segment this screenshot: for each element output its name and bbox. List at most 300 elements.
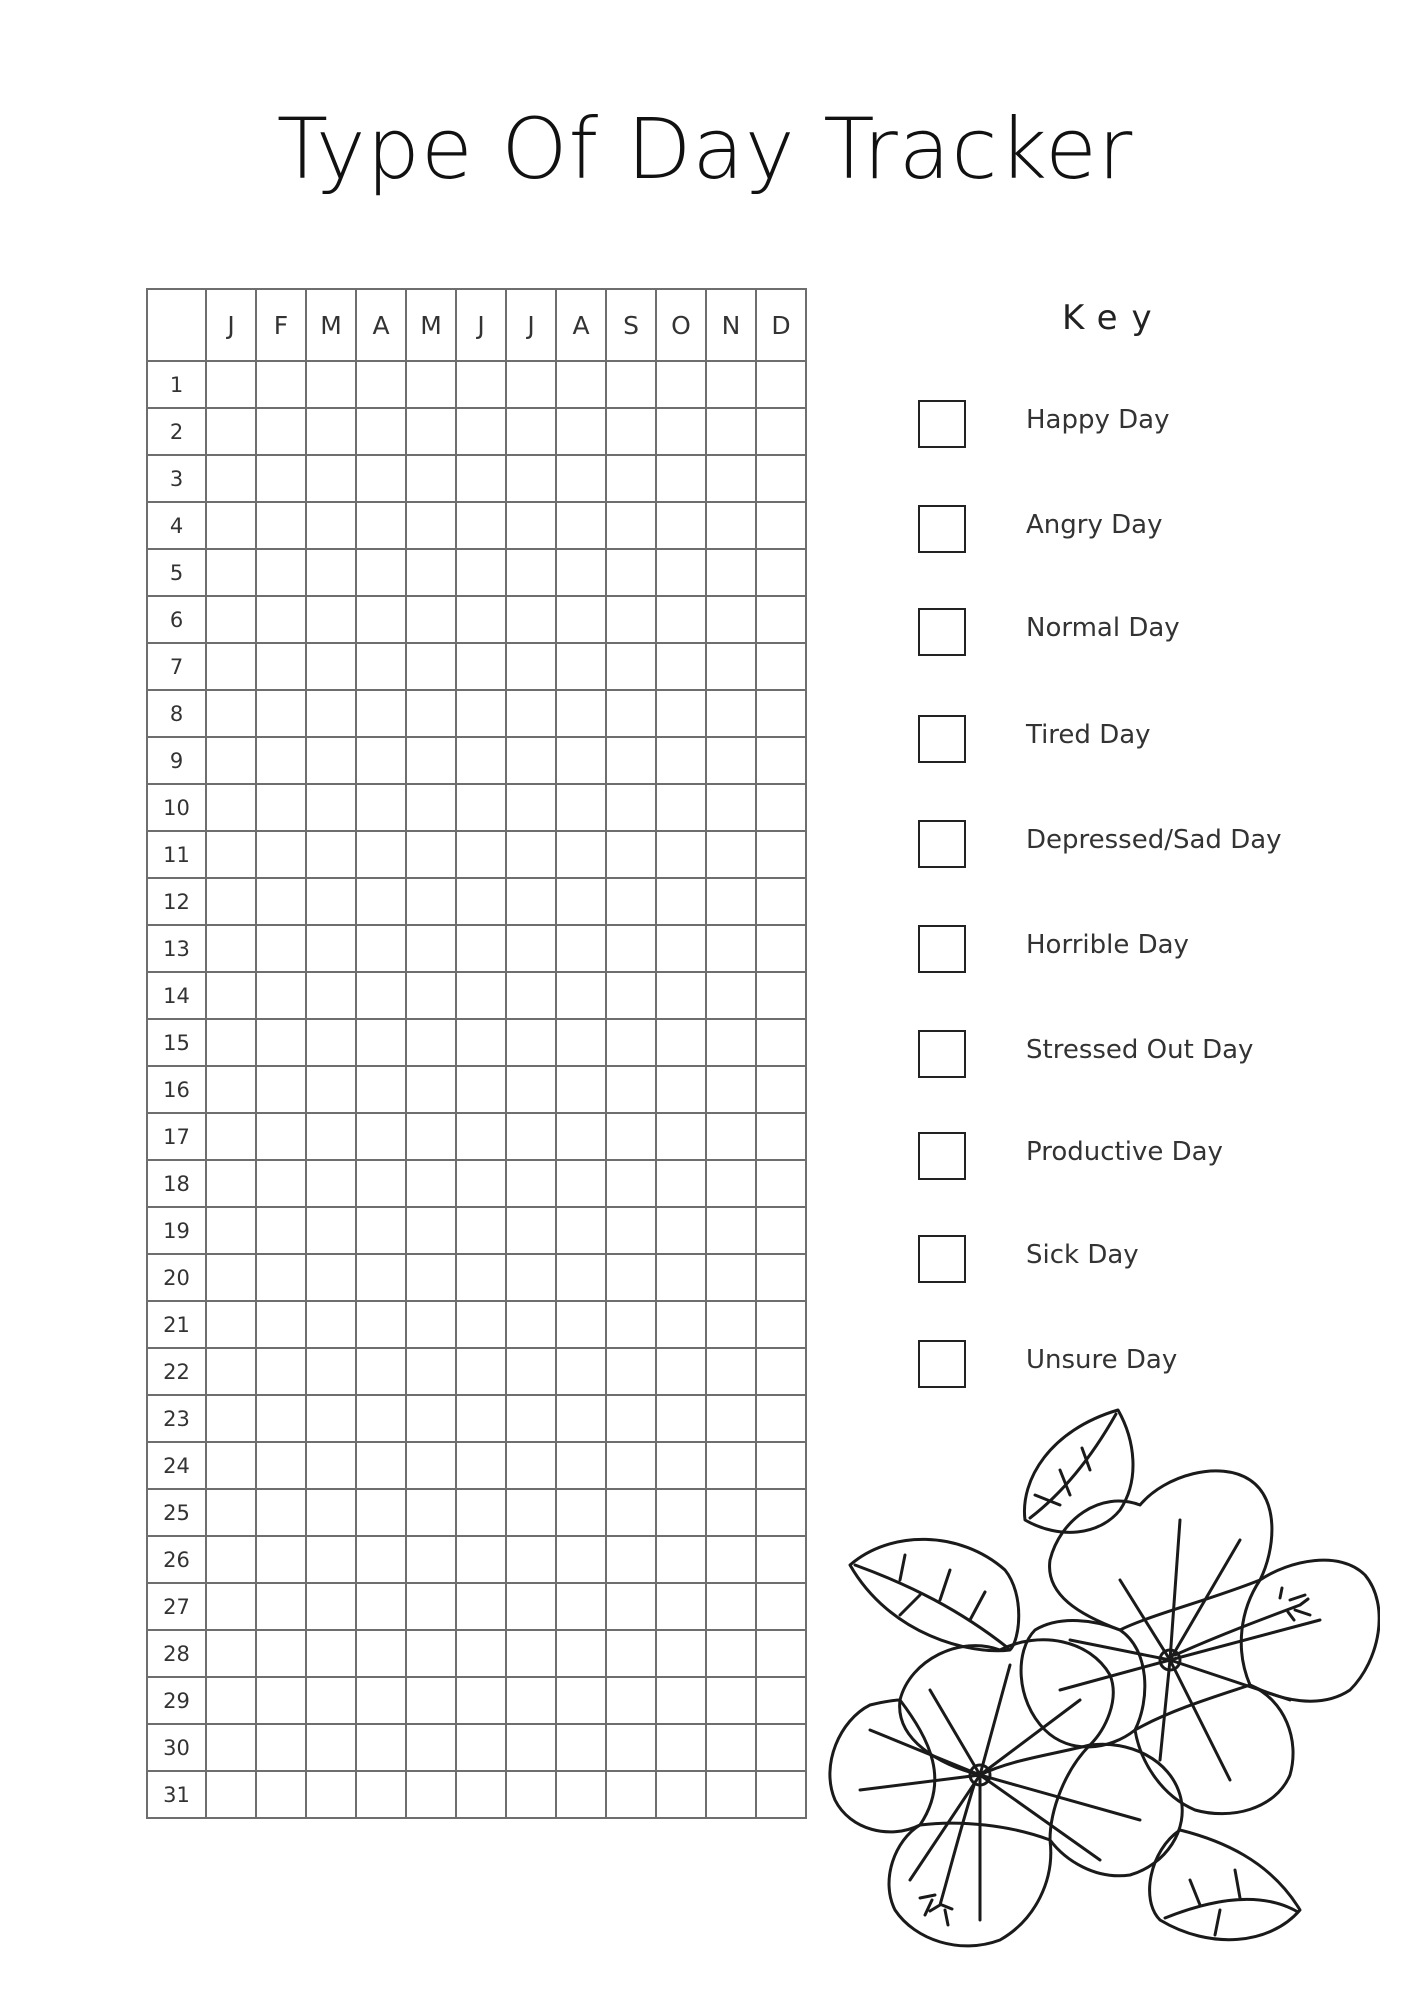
tracker-cell[interactable]	[556, 1724, 606, 1771]
tracker-cell[interactable]	[656, 1583, 706, 1630]
tracker-cell[interactable]	[406, 784, 456, 831]
tracker-cell[interactable]	[556, 1771, 606, 1818]
tracker-cell[interactable]	[306, 831, 356, 878]
tracker-cell[interactable]	[456, 1254, 506, 1301]
tracker-cell[interactable]	[706, 784, 756, 831]
tracker-cell[interactable]	[206, 549, 256, 596]
tracker-cell[interactable]	[656, 361, 706, 408]
key-checkbox[interactable]	[918, 1340, 966, 1388]
tracker-cell[interactable]	[306, 1771, 356, 1818]
tracker-cell[interactable]	[356, 361, 406, 408]
tracker-cell[interactable]	[756, 1019, 806, 1066]
tracker-cell[interactable]	[756, 1395, 806, 1442]
tracker-cell[interactable]	[306, 878, 356, 925]
tracker-cell[interactable]	[556, 1536, 606, 1583]
tracker-cell[interactable]	[706, 1160, 756, 1207]
tracker-cell[interactable]	[306, 925, 356, 972]
tracker-cell[interactable]	[256, 1677, 306, 1724]
tracker-cell[interactable]	[206, 1019, 256, 1066]
tracker-cell[interactable]	[356, 1489, 406, 1536]
tracker-cell[interactable]	[206, 878, 256, 925]
tracker-cell[interactable]	[756, 455, 806, 502]
tracker-cell[interactable]	[506, 1771, 556, 1818]
tracker-cell[interactable]	[656, 1113, 706, 1160]
tracker-cell[interactable]	[606, 549, 656, 596]
tracker-cell[interactable]	[456, 455, 506, 502]
tracker-cell[interactable]	[206, 643, 256, 690]
tracker-cell[interactable]	[306, 549, 356, 596]
tracker-cell[interactable]	[206, 1771, 256, 1818]
tracker-cell[interactable]	[606, 1442, 656, 1489]
tracker-cell[interactable]	[706, 1113, 756, 1160]
tracker-cell[interactable]	[606, 972, 656, 1019]
tracker-cell[interactable]	[206, 1677, 256, 1724]
tracker-cell[interactable]	[406, 1301, 456, 1348]
tracker-cell[interactable]	[256, 1160, 306, 1207]
tracker-cell[interactable]	[506, 455, 556, 502]
tracker-cell[interactable]	[256, 455, 306, 502]
tracker-cell[interactable]	[556, 596, 606, 643]
tracker-cell[interactable]	[256, 784, 306, 831]
tracker-cell[interactable]	[556, 831, 606, 878]
tracker-cell[interactable]	[706, 831, 756, 878]
tracker-cell[interactable]	[506, 1066, 556, 1113]
tracker-cell[interactable]	[206, 1301, 256, 1348]
tracker-cell[interactable]	[556, 643, 606, 690]
tracker-cell[interactable]	[356, 925, 406, 972]
tracker-cell[interactable]	[406, 643, 456, 690]
tracker-cell[interactable]	[656, 1160, 706, 1207]
tracker-cell[interactable]	[456, 784, 506, 831]
tracker-cell[interactable]	[706, 972, 756, 1019]
tracker-cell[interactable]	[206, 408, 256, 455]
tracker-cell[interactable]	[556, 1489, 606, 1536]
tracker-cell[interactable]	[756, 1348, 806, 1395]
tracker-cell[interactable]	[506, 1207, 556, 1254]
tracker-cell[interactable]	[306, 1019, 356, 1066]
tracker-cell[interactable]	[206, 361, 256, 408]
tracker-cell[interactable]	[756, 1724, 806, 1771]
tracker-cell[interactable]	[406, 1771, 456, 1818]
tracker-cell[interactable]	[256, 549, 306, 596]
tracker-cell[interactable]	[706, 408, 756, 455]
tracker-cell[interactable]	[356, 502, 406, 549]
tracker-cell[interactable]	[256, 1113, 306, 1160]
key-checkbox[interactable]	[918, 1132, 966, 1180]
tracker-cell[interactable]	[606, 690, 656, 737]
tracker-cell[interactable]	[656, 549, 706, 596]
tracker-cell[interactable]	[256, 408, 306, 455]
tracker-cell[interactable]	[606, 455, 656, 502]
tracker-cell[interactable]	[706, 878, 756, 925]
tracker-cell[interactable]	[756, 502, 806, 549]
tracker-cell[interactable]	[406, 549, 456, 596]
tracker-cell[interactable]	[556, 1395, 606, 1442]
tracker-cell[interactable]	[656, 643, 706, 690]
tracker-cell[interactable]	[306, 1583, 356, 1630]
tracker-cell[interactable]	[356, 549, 406, 596]
tracker-cell[interactable]	[456, 1348, 506, 1395]
tracker-cell[interactable]	[256, 1066, 306, 1113]
tracker-cell[interactable]	[406, 1066, 456, 1113]
tracker-cell[interactable]	[256, 831, 306, 878]
tracker-cell[interactable]	[206, 831, 256, 878]
tracker-cell[interactable]	[506, 1395, 556, 1442]
tracker-cell[interactable]	[506, 1536, 556, 1583]
tracker-cell[interactable]	[456, 1536, 506, 1583]
tracker-cell[interactable]	[206, 596, 256, 643]
tracker-cell[interactable]	[706, 1724, 756, 1771]
tracker-cell[interactable]	[506, 596, 556, 643]
tracker-cell[interactable]	[306, 1442, 356, 1489]
tracker-cell[interactable]	[406, 1583, 456, 1630]
tracker-cell[interactable]	[456, 737, 506, 784]
tracker-cell[interactable]	[256, 1301, 306, 1348]
tracker-cell[interactable]	[456, 1630, 506, 1677]
tracker-cell[interactable]	[556, 361, 606, 408]
tracker-cell[interactable]	[606, 1301, 656, 1348]
tracker-cell[interactable]	[506, 361, 556, 408]
tracker-cell[interactable]	[656, 1442, 706, 1489]
tracker-cell[interactable]	[606, 1160, 656, 1207]
tracker-cell[interactable]	[706, 737, 756, 784]
tracker-cell[interactable]	[456, 1724, 506, 1771]
tracker-cell[interactable]	[506, 502, 556, 549]
tracker-cell[interactable]	[506, 1677, 556, 1724]
tracker-cell[interactable]	[556, 1066, 606, 1113]
tracker-cell[interactable]	[756, 1113, 806, 1160]
tracker-cell[interactable]	[406, 1019, 456, 1066]
tracker-cell[interactable]	[606, 925, 656, 972]
tracker-cell[interactable]	[356, 1630, 406, 1677]
tracker-cell[interactable]	[656, 737, 706, 784]
tracker-cell[interactable]	[456, 690, 506, 737]
tracker-cell[interactable]	[606, 643, 656, 690]
tracker-cell[interactable]	[756, 1442, 806, 1489]
tracker-cell[interactable]	[206, 1536, 256, 1583]
tracker-cell[interactable]	[456, 408, 506, 455]
tracker-cell[interactable]	[406, 502, 456, 549]
tracker-cell[interactable]	[656, 690, 706, 737]
tracker-cell[interactable]	[206, 1630, 256, 1677]
tracker-cell[interactable]	[506, 1442, 556, 1489]
tracker-cell[interactable]	[456, 831, 506, 878]
tracker-cell[interactable]	[406, 1254, 456, 1301]
tracker-cell[interactable]	[506, 643, 556, 690]
tracker-cell[interactable]	[756, 361, 806, 408]
tracker-cell[interactable]	[456, 596, 506, 643]
tracker-cell[interactable]	[706, 502, 756, 549]
tracker-cell[interactable]	[606, 361, 656, 408]
tracker-cell[interactable]	[556, 549, 606, 596]
tracker-cell[interactable]	[406, 878, 456, 925]
tracker-cell[interactable]	[456, 1019, 506, 1066]
tracker-cell[interactable]	[706, 1536, 756, 1583]
tracker-cell[interactable]	[506, 831, 556, 878]
tracker-cell[interactable]	[506, 925, 556, 972]
tracker-cell[interactable]	[406, 737, 456, 784]
tracker-cell[interactable]	[756, 1301, 806, 1348]
tracker-cell[interactable]	[356, 1254, 406, 1301]
tracker-cell[interactable]	[756, 737, 806, 784]
tracker-cell[interactable]	[206, 972, 256, 1019]
tracker-cell[interactable]	[706, 455, 756, 502]
tracker-cell[interactable]	[706, 1301, 756, 1348]
tracker-cell[interactable]	[606, 737, 656, 784]
tracker-cell[interactable]	[606, 1348, 656, 1395]
tracker-cell[interactable]	[206, 455, 256, 502]
tracker-cell[interactable]	[256, 1348, 306, 1395]
tracker-cell[interactable]	[206, 1583, 256, 1630]
tracker-cell[interactable]	[406, 408, 456, 455]
tracker-cell[interactable]	[356, 972, 406, 1019]
tracker-cell[interactable]	[256, 643, 306, 690]
tracker-cell[interactable]	[506, 878, 556, 925]
tracker-cell[interactable]	[706, 643, 756, 690]
tracker-cell[interactable]	[206, 1254, 256, 1301]
tracker-cell[interactable]	[256, 1489, 306, 1536]
key-checkbox[interactable]	[918, 925, 966, 973]
tracker-cell[interactable]	[606, 1066, 656, 1113]
tracker-cell[interactable]	[356, 690, 406, 737]
tracker-cell[interactable]	[656, 1677, 706, 1724]
tracker-cell[interactable]	[656, 784, 706, 831]
tracker-cell[interactable]	[206, 1489, 256, 1536]
tracker-cell[interactable]	[606, 502, 656, 549]
tracker-cell[interactable]	[656, 1207, 706, 1254]
tracker-cell[interactable]	[556, 878, 606, 925]
tracker-cell[interactable]	[656, 1301, 706, 1348]
tracker-cell[interactable]	[556, 408, 606, 455]
tracker-cell[interactable]	[306, 1254, 356, 1301]
tracker-cell[interactable]	[506, 1019, 556, 1066]
tracker-cell[interactable]	[606, 1019, 656, 1066]
tracker-cell[interactable]	[406, 1395, 456, 1442]
tracker-cell[interactable]	[306, 1160, 356, 1207]
tracker-cell[interactable]	[256, 925, 306, 972]
tracker-cell[interactable]	[256, 1630, 306, 1677]
tracker-cell[interactable]	[656, 596, 706, 643]
tracker-cell[interactable]	[456, 549, 506, 596]
tracker-cell[interactable]	[556, 737, 606, 784]
tracker-cell[interactable]	[456, 972, 506, 1019]
tracker-cell[interactable]	[356, 1066, 406, 1113]
tracker-cell[interactable]	[256, 972, 306, 1019]
tracker-cell[interactable]	[556, 1442, 606, 1489]
tracker-cell[interactable]	[406, 972, 456, 1019]
tracker-cell[interactable]	[356, 784, 406, 831]
tracker-cell[interactable]	[356, 878, 406, 925]
key-checkbox[interactable]	[918, 608, 966, 656]
tracker-cell[interactable]	[756, 596, 806, 643]
tracker-cell[interactable]	[656, 1019, 706, 1066]
tracker-cell[interactable]	[556, 455, 606, 502]
tracker-cell[interactable]	[206, 1442, 256, 1489]
tracker-cell[interactable]	[406, 1677, 456, 1724]
tracker-cell[interactable]	[756, 643, 806, 690]
tracker-cell[interactable]	[556, 972, 606, 1019]
tracker-cell[interactable]	[606, 1583, 656, 1630]
tracker-cell[interactable]	[356, 1301, 406, 1348]
tracker-cell[interactable]	[406, 1113, 456, 1160]
tracker-cell[interactable]	[756, 1066, 806, 1113]
tracker-cell[interactable]	[506, 1254, 556, 1301]
tracker-cell[interactable]	[406, 1724, 456, 1771]
tracker-cell[interactable]	[506, 690, 556, 737]
tracker-cell[interactable]	[256, 1536, 306, 1583]
tracker-cell[interactable]	[606, 1677, 656, 1724]
tracker-cell[interactable]	[256, 737, 306, 784]
tracker-cell[interactable]	[556, 1630, 606, 1677]
key-checkbox[interactable]	[918, 715, 966, 763]
tracker-cell[interactable]	[756, 1536, 806, 1583]
tracker-cell[interactable]	[606, 1207, 656, 1254]
tracker-cell[interactable]	[306, 455, 356, 502]
tracker-cell[interactable]	[706, 1207, 756, 1254]
tracker-cell[interactable]	[456, 1301, 506, 1348]
tracker-cell[interactable]	[606, 878, 656, 925]
tracker-cell[interactable]	[506, 1301, 556, 1348]
tracker-cell[interactable]	[606, 1113, 656, 1160]
tracker-cell[interactable]	[306, 1489, 356, 1536]
tracker-cell[interactable]	[306, 690, 356, 737]
tracker-cell[interactable]	[556, 1207, 606, 1254]
tracker-cell[interactable]	[306, 1724, 356, 1771]
tracker-cell[interactable]	[606, 1630, 656, 1677]
tracker-cell[interactable]	[606, 596, 656, 643]
key-checkbox[interactable]	[918, 1235, 966, 1283]
tracker-cell[interactable]	[656, 1630, 706, 1677]
tracker-cell[interactable]	[306, 1207, 356, 1254]
tracker-cell[interactable]	[256, 1254, 306, 1301]
tracker-cell[interactable]	[306, 596, 356, 643]
tracker-cell[interactable]	[206, 1160, 256, 1207]
tracker-cell[interactable]	[556, 1348, 606, 1395]
tracker-cell[interactable]	[756, 1583, 806, 1630]
tracker-cell[interactable]	[206, 690, 256, 737]
tracker-cell[interactable]	[256, 361, 306, 408]
tracker-cell[interactable]	[756, 1489, 806, 1536]
tracker-cell[interactable]	[606, 831, 656, 878]
tracker-cell[interactable]	[356, 1536, 406, 1583]
tracker-cell[interactable]	[556, 1019, 606, 1066]
tracker-cell[interactable]	[606, 784, 656, 831]
tracker-cell[interactable]	[406, 455, 456, 502]
tracker-cell[interactable]	[706, 1677, 756, 1724]
tracker-cell[interactable]	[306, 972, 356, 1019]
tracker-cell[interactable]	[756, 1630, 806, 1677]
tracker-cell[interactable]	[556, 1254, 606, 1301]
tracker-cell[interactable]	[606, 1395, 656, 1442]
tracker-cell[interactable]	[756, 925, 806, 972]
tracker-cell[interactable]	[756, 1160, 806, 1207]
key-checkbox[interactable]	[918, 400, 966, 448]
tracker-cell[interactable]	[706, 1019, 756, 1066]
tracker-cell[interactable]	[406, 361, 456, 408]
tracker-cell[interactable]	[456, 1113, 506, 1160]
tracker-cell[interactable]	[206, 1113, 256, 1160]
tracker-cell[interactable]	[706, 1348, 756, 1395]
tracker-cell[interactable]	[256, 1207, 306, 1254]
tracker-cell[interactable]	[306, 737, 356, 784]
tracker-cell[interactable]	[406, 1348, 456, 1395]
tracker-cell[interactable]	[406, 831, 456, 878]
tracker-cell[interactable]	[206, 1207, 256, 1254]
tracker-cell[interactable]	[556, 1160, 606, 1207]
tracker-cell[interactable]	[256, 1395, 306, 1442]
tracker-cell[interactable]	[756, 831, 806, 878]
tracker-cell[interactable]	[306, 1536, 356, 1583]
tracker-cell[interactable]	[356, 1395, 406, 1442]
tracker-cell[interactable]	[756, 878, 806, 925]
tracker-cell[interactable]	[756, 408, 806, 455]
tracker-cell[interactable]	[356, 1442, 406, 1489]
tracker-cell[interactable]	[306, 361, 356, 408]
tracker-cell[interactable]	[406, 925, 456, 972]
tracker-cell[interactable]	[356, 643, 406, 690]
tracker-cell[interactable]	[306, 1113, 356, 1160]
tracker-cell[interactable]	[756, 1207, 806, 1254]
tracker-cell[interactable]	[306, 1395, 356, 1442]
tracker-cell[interactable]	[706, 1395, 756, 1442]
tracker-cell[interactable]	[356, 596, 406, 643]
tracker-cell[interactable]	[256, 1583, 306, 1630]
key-checkbox[interactable]	[918, 820, 966, 868]
tracker-cell[interactable]	[556, 690, 606, 737]
tracker-cell[interactable]	[406, 690, 456, 737]
tracker-cell[interactable]	[356, 1583, 406, 1630]
tracker-cell[interactable]	[706, 596, 756, 643]
tracker-cell[interactable]	[406, 596, 456, 643]
tracker-cell[interactable]	[656, 1489, 706, 1536]
tracker-cell[interactable]	[256, 690, 306, 737]
tracker-cell[interactable]	[456, 1771, 506, 1818]
tracker-cell[interactable]	[656, 1066, 706, 1113]
tracker-cell[interactable]	[706, 1442, 756, 1489]
tracker-cell[interactable]	[356, 1724, 406, 1771]
tracker-cell[interactable]	[406, 1489, 456, 1536]
tracker-cell[interactable]	[706, 1630, 756, 1677]
key-checkbox[interactable]	[918, 505, 966, 553]
tracker-cell[interactable]	[706, 1489, 756, 1536]
tracker-cell[interactable]	[306, 643, 356, 690]
tracker-cell[interactable]	[656, 972, 706, 1019]
tracker-cell[interactable]	[756, 784, 806, 831]
tracker-cell[interactable]	[306, 1301, 356, 1348]
tracker-cell[interactable]	[756, 972, 806, 1019]
tracker-cell[interactable]	[706, 361, 756, 408]
tracker-cell[interactable]	[706, 925, 756, 972]
tracker-cell[interactable]	[656, 925, 706, 972]
tracker-cell[interactable]	[706, 1771, 756, 1818]
tracker-cell[interactable]	[406, 1207, 456, 1254]
tracker-cell[interactable]	[706, 1066, 756, 1113]
tracker-cell[interactable]	[456, 502, 506, 549]
tracker-cell[interactable]	[756, 1677, 806, 1724]
tracker-cell[interactable]	[756, 549, 806, 596]
tracker-cell[interactable]	[256, 1771, 306, 1818]
tracker-cell[interactable]	[556, 1113, 606, 1160]
tracker-cell[interactable]	[206, 737, 256, 784]
tracker-cell[interactable]	[456, 1066, 506, 1113]
tracker-cell[interactable]	[656, 408, 706, 455]
tracker-cell[interactable]	[606, 1254, 656, 1301]
tracker-cell[interactable]	[656, 878, 706, 925]
tracker-cell[interactable]	[506, 972, 556, 1019]
tracker-cell[interactable]	[606, 1771, 656, 1818]
tracker-cell[interactable]	[206, 925, 256, 972]
tracker-cell[interactable]	[506, 549, 556, 596]
